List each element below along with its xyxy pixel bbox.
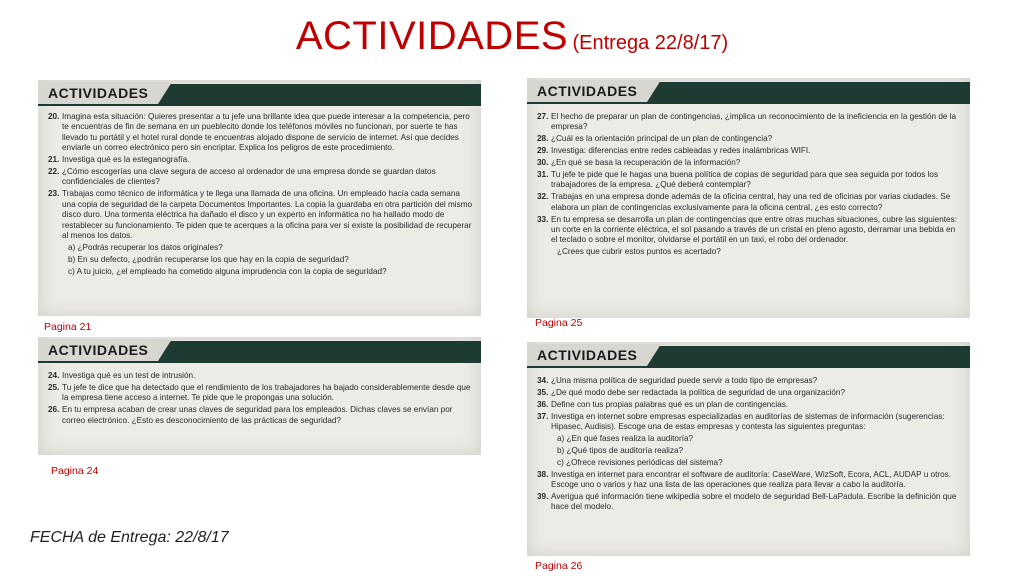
activity-item [537, 170, 962, 191]
activity-number: 38. [537, 469, 549, 479]
activity-item [537, 412, 962, 433]
activity-subitem [48, 267, 473, 277]
activity-item [48, 112, 473, 154]
activity-item [537, 400, 962, 410]
activity-number: 22. [48, 167, 60, 177]
activity-list [537, 112, 962, 259]
activity-text: Tu jefe te pide que le hagas una buena política de copias de seguridad para que sea seguida por todos los trabajadores de la empresa. ¿Qué deberá contemplar? [551, 170, 939, 190]
activity-number: 31. [537, 170, 549, 180]
activity-text: ¿Cuál es la orientación principal de un plan de contingencia? [551, 134, 773, 144]
activity-item [48, 155, 473, 165]
activity-list [48, 112, 473, 279]
activity-number: 37. [537, 411, 549, 421]
activity-text: Investiga en internet para encontrar el software de auditoría: CaseWare, WizSoft, Ecora, ACL, AUDAP u otros. Escoge uno o varios y haz una lista de las operaciones que realiza para llevar a cabo la auditoría. [551, 469, 952, 490]
activity-text: c) ¿Ofrece revisiones periódicas del sistema? [557, 457, 723, 467]
activity-item [537, 158, 962, 168]
activity-item [48, 371, 473, 381]
activity-number: 36. [537, 399, 549, 409]
activity-text: c) A tu juicio, ¿el empleado ha cometido alguna imprudencia con la copia de seguridad? [68, 266, 387, 276]
page-24-caption: Pagina 24 [51, 465, 99, 477]
activity-item [537, 492, 962, 513]
activity-text: b) En su defecto, ¿podrán recuperarse los que hay en la copia de seguridad? [68, 254, 349, 264]
activity-item [537, 134, 962, 144]
activity-text: ¿Crees que cubrir estos puntos es acertado? [557, 247, 721, 257]
activity-text: ¿De qué modo debe ser redactada la política de seguridad de una organización? [551, 387, 846, 397]
activity-number: 27. [537, 112, 549, 121]
page-21-scan [38, 80, 481, 316]
activity-number: 26. [48, 405, 60, 415]
page-24-scan [38, 337, 481, 455]
activities-header-label: ACTIVIDADES [527, 80, 647, 102]
activity-text: ¿En qué se basa la recuperación de la información? [551, 158, 741, 168]
activity-subitem [48, 255, 473, 265]
activity-text: Define con tus propias palabras qué es un plan de contingencias. [551, 399, 789, 409]
activity-number: 25. [48, 382, 60, 392]
activity-number: 28. [537, 134, 549, 144]
activity-number: 20. [48, 112, 60, 121]
activity-text: Imagina esta situación: Quieres presentar a tu jefe una brillante idea que puede interesar a la competencia, pero te encuentras de fin de semana en un pueblecito donde los teléfonos móviles no funcionan, por suerte te has llevado tu portátil y el hotel rural donde te encuentras alojado dispone de servicio de internet. Así que decides enviarle un correo electrónico pero sin encriptar. Explica los peligros de este procedimiento. [62, 112, 470, 153]
activity-subitem [537, 446, 962, 456]
activity-item [537, 192, 962, 213]
page-21-caption: Pagina 21 [44, 321, 92, 333]
activity-item [48, 167, 473, 188]
slide-title-subtitle: (Entrega 22/8/17) [572, 32, 729, 54]
activity-number: 35. [537, 387, 549, 397]
activity-list [537, 376, 962, 514]
activity-list [48, 371, 473, 428]
page-25-scan [527, 78, 970, 318]
activities-header-label: ACTIVIDADES [38, 82, 158, 104]
activity-text: Investiga qué es la esteganografía. [62, 155, 190, 165]
activity-item [537, 470, 962, 491]
activity-text: En tu empresa se desarrolla un plan de contingencias que entre otras muchas situaciones, cubre las siguientes: un corte en la corriente eléctrica, el sol pasando a través de un cristal en pleno agosto, derramar una bebida en el teclado o sobre el monitor, olvidarse el portátil en un taxi, el robo del ordenador. [551, 214, 957, 245]
activity-number: 39. [537, 492, 549, 502]
activity-number: 32. [537, 192, 549, 202]
activity-number: 29. [537, 146, 549, 156]
activity-item [537, 388, 962, 398]
activity-number: 34. [537, 376, 549, 385]
page-25-caption: Pagina 25 [535, 317, 583, 329]
page-26-scan [527, 342, 970, 556]
activity-text: Averigua qué información tiene wikipedia sobre el modelo de seguridad Bell-LaPadula. Escribe la definición que hace del modelo. [551, 492, 957, 512]
activity-text: a) ¿En qué fases realiza la auditoría? [557, 434, 694, 444]
activity-number: 23. [48, 189, 60, 199]
activity-subitem [537, 434, 962, 444]
activity-item [537, 215, 962, 246]
activity-text: Investiga qué es un test de intrusión. [62, 371, 196, 380]
activity-text: b) ¿Qué tipos de auditoría realiza? [557, 445, 684, 455]
activities-header-label: ACTIVIDADES [38, 339, 158, 361]
activity-text: ¿Cómo escogerías una clave segura de acceso al ordenador de una empresa donde se guardan datos confidenciales de clientes? [62, 167, 436, 187]
activity-number: 24. [48, 371, 60, 380]
activity-item [537, 376, 962, 386]
activity-text: En tu empresa acaban de crear unas claves de seguridad para los empleados. Dichas claves se envían por correo electrónico. ¿Esto es desconocimiento de las prácticas de seguridad? [62, 405, 453, 425]
activity-number: 30. [537, 158, 549, 168]
activities-header-label: ACTIVIDADES [527, 344, 647, 366]
activity-number: 21. [48, 155, 60, 165]
activity-subitem [537, 458, 962, 468]
slide-title [0, 14, 1024, 59]
activity-item [48, 405, 473, 426]
activity-text: Trabajas como técnico de informática y te llega una llamada de una oficina. Un empleado hacía cada semana una copia de seguridad de la carpeta Documentos Importantes. La copia la guardaba en otra partición del mismo disco duro. Una tormenta eléctrica ha dañado el disco y un experto en informática no ha hallado modo de restablecer su funcionamiento. Te piden que te acerques a la oficina para ver si existe la posibilidad de recuperar al menos los datos. [62, 189, 473, 240]
activity-text: Investiga: diferencias entre redes cableadas y redes inalámbricas WIFI. [551, 146, 811, 156]
slide-title-main: ACTIVIDADES [295, 14, 569, 58]
activity-number: 33. [537, 214, 549, 224]
activity-text: Trabajas en una empresa donde además de la oficina central, hay una red de oficinas por varias ciudades. Se elabora un plan de contingencias exclusivamente para la oficina central, ¿es esto correcto? [551, 192, 951, 212]
activity-subitem [537, 247, 962, 257]
activity-item [537, 112, 962, 133]
activity-item [48, 189, 473, 241]
activity-item [48, 383, 473, 404]
activity-text: Investiga en internet sobre empresas especializadas en auditorías de sistemas de información (sugerencias: Hipasec, Audisis). Escoge una de estas empresas y contesta las siguientes preguntas: [551, 411, 945, 432]
activity-text: a) ¿Podrás recuperar los datos originales? [68, 242, 223, 252]
activity-text: Tu jefe te dice que ha detectado que el rendimiento de los trabajadores ha bajado considerablemente desde que la empresa tiene acceso a internet. Te pide que le propongas una solución. [62, 382, 471, 403]
activity-text: ¿Una misma política de seguridad puede servir a todo tipo de empresas? [551, 376, 818, 385]
activity-subitem [48, 243, 473, 253]
activity-item [537, 146, 962, 156]
due-date: FECHA de Entrega: 22/8/17 [30, 529, 229, 546]
page-26-caption: Pagina 26 [535, 560, 583, 572]
activity-text: El hecho de preparar un plan de contingencias, ¿implica un reconocimiento de la ineficiencia en la gestión de la empresa? [551, 112, 957, 132]
